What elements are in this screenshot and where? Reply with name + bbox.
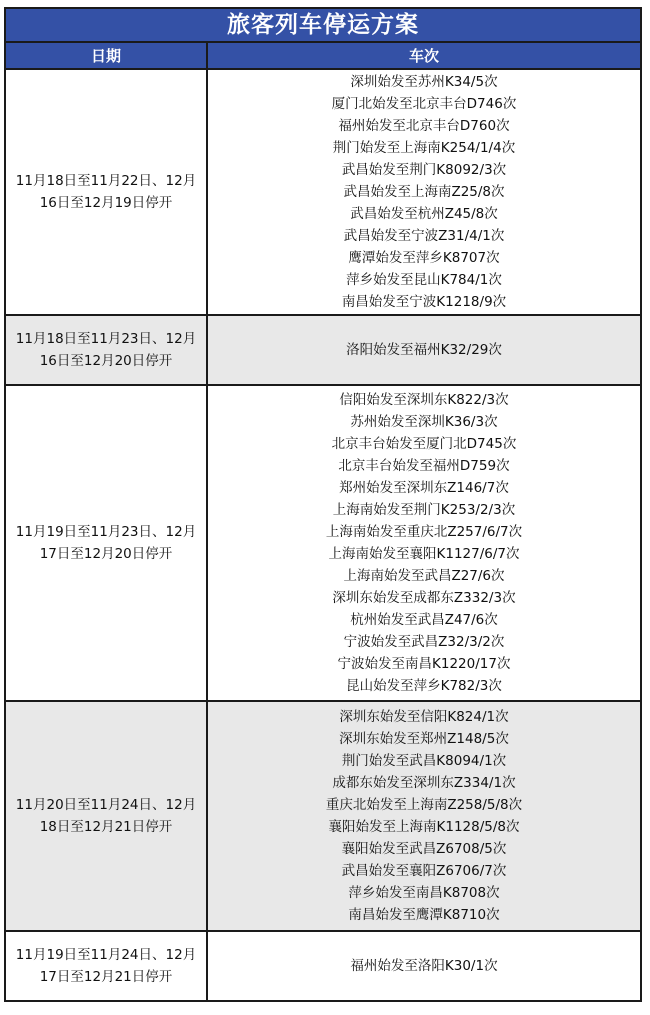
table-row: [6, 316, 640, 386]
train-item: 武昌始发至宁波Z31/4/1次: [343, 228, 505, 244]
train-item: 荆门始发至上海南K254/1/4次: [332, 140, 516, 156]
table-row: [6, 386, 640, 702]
train-item: 武昌始发至荆门K8092/3次: [341, 162, 507, 178]
train-item: 福州始发至洛阳K30/1次: [350, 958, 498, 974]
train-item: 武昌始发至上海南Z25/8次: [343, 184, 505, 200]
date-cell: 11月19日至11月23日、12月17日至12月20日停开: [6, 386, 208, 700]
suspension-table: [4, 7, 642, 1002]
train-item: 上海南始发至武昌Z27/6次: [343, 568, 505, 584]
trains-cell: [208, 702, 640, 930]
date-cell: 11月18日至11月22日、12月16日至12月19日停开: [6, 70, 208, 314]
header-date: 日期: [6, 43, 208, 68]
date-cell: 11月19日至11月24日、12月17日至12月21日停开: [6, 932, 208, 1000]
train-item: 昆山始发至萍乡K782/3次: [346, 678, 502, 694]
train-item: 深圳始发至苏州K34/5次: [350, 74, 498, 90]
train-item: 北京丰台始发至厦门北D745次: [331, 436, 517, 452]
train-item: 萍乡始发至昆山K784/1次: [346, 272, 502, 288]
date-cell: 11月18日至11月23日、12月16日至12月20日停开: [6, 316, 208, 384]
train-item: 郑州始发至深圳东Z146/7次: [339, 480, 509, 496]
train-item: 襄阳始发至上海南K1128/5/8次: [328, 819, 520, 835]
train-item: 信阳始发至深圳东K822/3次: [339, 392, 509, 408]
train-item: 北京丰台始发至福州D759次: [338, 458, 510, 474]
trains-cell: [208, 70, 640, 314]
train-item: 南昌始发至鹰潭K8710次: [348, 907, 500, 923]
train-item: 洛阳始发至福州K32/29次: [346, 342, 502, 358]
table-body: [6, 70, 640, 1000]
train-item: 南昌始发至宁波K1218/9次: [341, 294, 507, 310]
train-item: 福州始发至北京丰台D760次: [338, 118, 510, 134]
table-row: [6, 70, 640, 316]
train-item: 萍乡始发至南昌K8708次: [348, 885, 500, 901]
table-row: [6, 932, 640, 1000]
train-item: 上海南始发至荆门K253/2/3次: [332, 502, 516, 518]
train-item: 上海南始发至襄阳K1127/6/7次: [328, 546, 520, 562]
trains-cell: [208, 386, 640, 700]
train-item: 深圳东始发至成都东Z332/3次: [332, 590, 516, 606]
train-item: 荆门始发至武昌K8094/1次: [341, 753, 507, 769]
header-trains: 车次: [408, 47, 439, 65]
train-item: 襄阳始发至武昌Z6708/5次: [341, 841, 507, 857]
table-row: [6, 702, 640, 932]
trains-cell: [208, 316, 640, 384]
train-item: 苏州始发至深圳K36/3次: [350, 414, 498, 430]
train-item: 鹰潭始发至萍乡K8707次: [348, 250, 500, 266]
header-row: [6, 43, 640, 70]
train-item: 宁波始发至南昌K1220/17次: [337, 656, 511, 672]
train-item: 武昌始发至杭州Z45/8次: [350, 206, 498, 222]
date-cell: 11月20日至11月24日、12月18日至12月21日停开: [6, 702, 208, 930]
train-item: 宁波始发至武昌Z32/3/2次: [343, 634, 505, 650]
table-title: 旅客列车停运方案: [6, 9, 640, 43]
train-item: 深圳东始发至信阳K824/1次: [339, 709, 509, 725]
train-item: 武昌始发至襄阳Z6706/7次: [341, 863, 507, 879]
train-item: 上海南始发至重庆北Z257/6/7次: [325, 524, 523, 540]
train-item: 厦门北始发至北京丰台D746次: [331, 96, 517, 112]
train-item: 重庆北始发至上海南Z258/5/8次: [325, 797, 523, 813]
train-item: 杭州始发至武昌Z47/6次: [350, 612, 498, 628]
train-item: 成都东始发至深圳东Z334/1次: [332, 775, 516, 791]
train-item: 深圳东始发至郑州Z148/5次: [339, 731, 509, 747]
trains-cell: [208, 932, 640, 1000]
